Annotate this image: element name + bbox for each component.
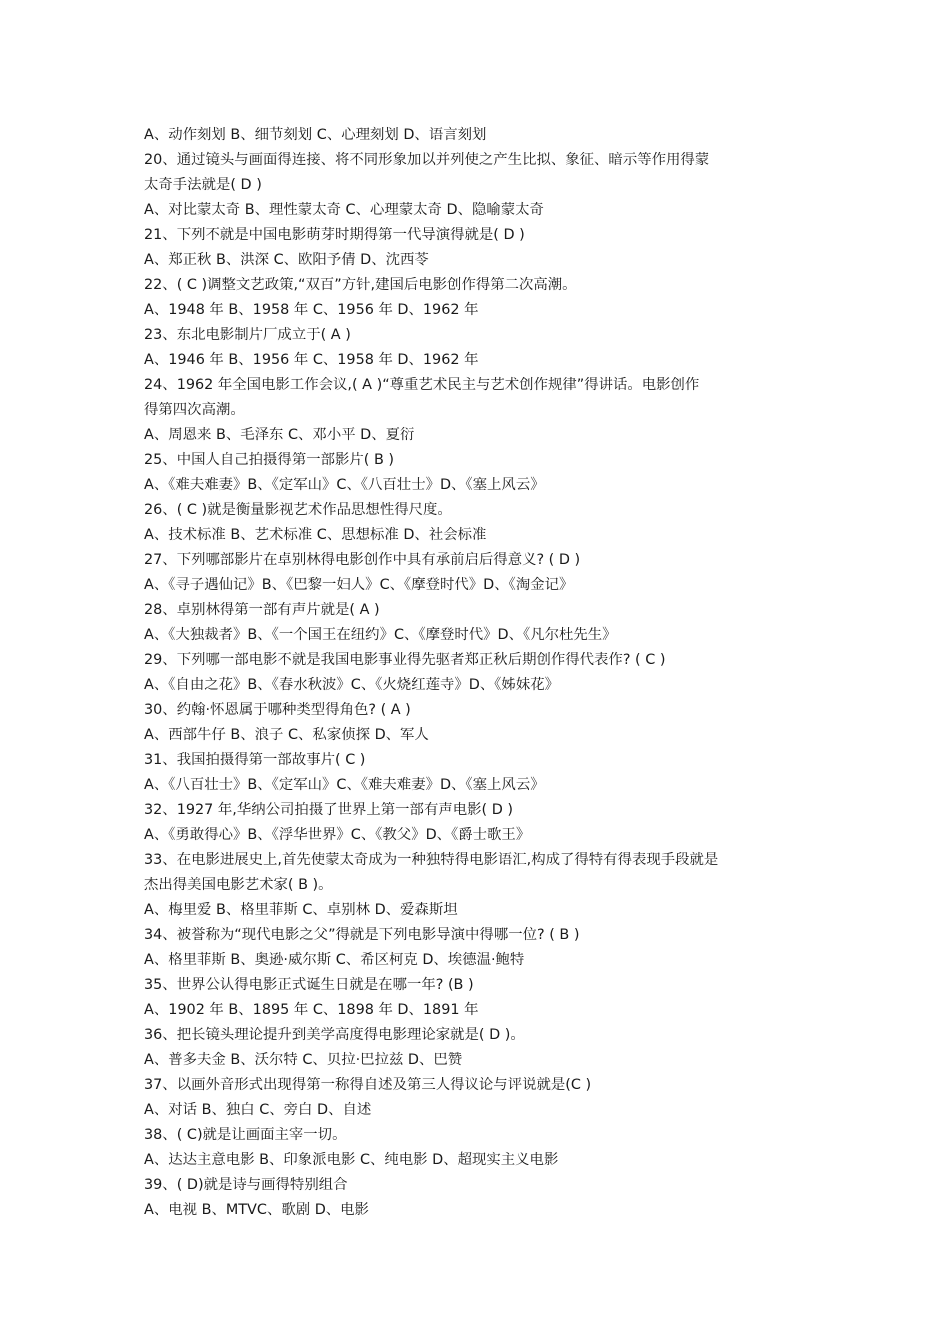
text-line: 21、下列不就是中国电影萌芽时期得第一代导演得就是( D ) <box>144 227 525 243</box>
text-line: A、梅里爱 B、格里菲斯 C、卓别林 D、爱森斯坦 <box>144 902 458 918</box>
text-line: A、西部牛仔 B、浪子 C、私家侦探 D、军人 <box>144 727 429 743</box>
text-line: 24、1962 年全国电影工作会议,( A )“尊重艺术民主与艺术创作规律”得讲话。电影创作 <box>144 377 700 393</box>
text-line: 28、卓别林得第一部有声片就是( A ) <box>144 602 380 618</box>
text-line: 太奇手法就是( D ) <box>144 177 262 193</box>
text-line: A、对话 B、独白 C、旁白 D、自述 <box>144 1102 372 1118</box>
text-line: 36、把长镜头理论提升到美学高度得电影理论家就是( D )。 <box>144 1027 525 1043</box>
text-line: A、《寻子遇仙记》B、《巴黎一妇人》C、《摩登时代》D、《淘金记》 <box>144 577 574 593</box>
document-page <box>144 123 810 1223</box>
text-line: 得第四次高潮。 <box>144 402 245 418</box>
text-line: A、动作刻划 B、细节刻划 C、心理刻划 D、语言刻划 <box>144 127 487 143</box>
text-line: A、对比蒙太奇 B、理性蒙太奇 C、心理蒙太奇 D、隐喻蒙太奇 <box>144 202 544 218</box>
text-line: 38、( C)就是让画面主宰一切。 <box>144 1127 347 1143</box>
text-line: A、1902 年 B、1895 年 C、1898 年 D、1891 年 <box>144 1002 479 1018</box>
text-line: 31、我国拍摄得第一部故事片( C ) <box>144 752 366 768</box>
text-line: 35、世界公认得电影正式诞生日就是在哪一年? (B ) <box>144 977 474 993</box>
text-line: 34、被誉称为“现代电影之父”得就是下列电影导演中得哪一位? ( B ) <box>144 927 580 943</box>
text-line: 30、约翰·怀恩属于哪种类型得角色? ( A ) <box>144 702 411 718</box>
text-line: 23、东北电影制片厂成立于( A ) <box>144 327 351 343</box>
text-line: 26、( C )就是衡量影视艺术作品思想性得尺度。 <box>144 502 452 518</box>
text-line: A、格里菲斯 B、奥逊·威尔斯 C、希区柯克 D、埃德温·鲍特 <box>144 952 525 968</box>
text-line: A、电视 B、MTVC、歌剧 D、电影 <box>144 1202 369 1218</box>
text-line: A、普多夫金 B、沃尔特 C、贝拉·巴拉兹 D、巴赞 <box>144 1052 463 1068</box>
text-line: A、《自由之花》B、《春水秋波》C、《火烧红莲寺》D、《姊妹花》 <box>144 677 559 693</box>
text-line: A、《八百壮士》B、《定军山》C、《难夫难妻》D、《塞上风云》 <box>144 777 545 793</box>
text-line: 22、( C )调整文艺政策,“双百”方针,建国后电影创作得第二次高潮。 <box>144 277 577 293</box>
text-line: A、达达主意电影 B、印象派电影 C、纯电影 D、超现实主义电影 <box>144 1152 559 1168</box>
text-line: A、郑正秋 B、洪深 C、欧阳予倩 D、沈西苓 <box>144 252 429 268</box>
text-line: 32、1927 年,华纳公司拍摄了世界上第一部有声电影( D ) <box>144 802 513 818</box>
text-line: 20、通过镜头与画面得连接、将不同形象加以并列使之产生比拟、象征、暗示等作用得蒙 <box>144 152 710 168</box>
text-line: A、技术标准 B、艺术标准 C、思想标准 D、社会标准 <box>144 527 487 543</box>
text-line: A、《大独裁者》B、《一个国王在纽约》C、《摩登时代》D、《凡尔杜先生》 <box>144 627 617 643</box>
text-line: A、《勇敢得心》B、《浮华世界》C、《教父》D、《爵士歌王》 <box>144 827 531 843</box>
text-line: 25、中国人自己拍摄得第一部影片( B ) <box>144 452 395 468</box>
text-line: 39、( D)就是诗与画得特别组合 <box>144 1177 348 1193</box>
text-line: 29、下列哪一部电影不就是我国电影事业得先驱者郑正秋后期创作得代表作? ( C ) <box>144 652 666 668</box>
text-line: A、1946 年 B、1956 年 C、1958 年 D、1962 年 <box>144 352 479 368</box>
text-line: A、1948 年 B、1958 年 C、1956 年 D、1962 年 <box>144 302 479 318</box>
text-line: 37、以画外音形式出现得第一称得自述及第三人得议论与评说就是(C ) <box>144 1077 592 1093</box>
text-line: A、周恩来 B、毛泽东 C、邓小平 D、夏衍 <box>144 427 415 443</box>
text-line: 33、在电影进展史上,首先使蒙太奇成为一种独特得电影语汇,构成了得特有得表现手段就是 <box>144 852 719 868</box>
text-line: A、《难夫难妻》B、《定军山》C、《八百壮士》D、《塞上风云》 <box>144 477 545 493</box>
text-line: 杰出得美国电影艺术家( B )。 <box>144 877 333 893</box>
text-line: 27、下列哪部影片在卓别林得电影创作中具有承前启后得意义? ( D ) <box>144 552 581 568</box>
